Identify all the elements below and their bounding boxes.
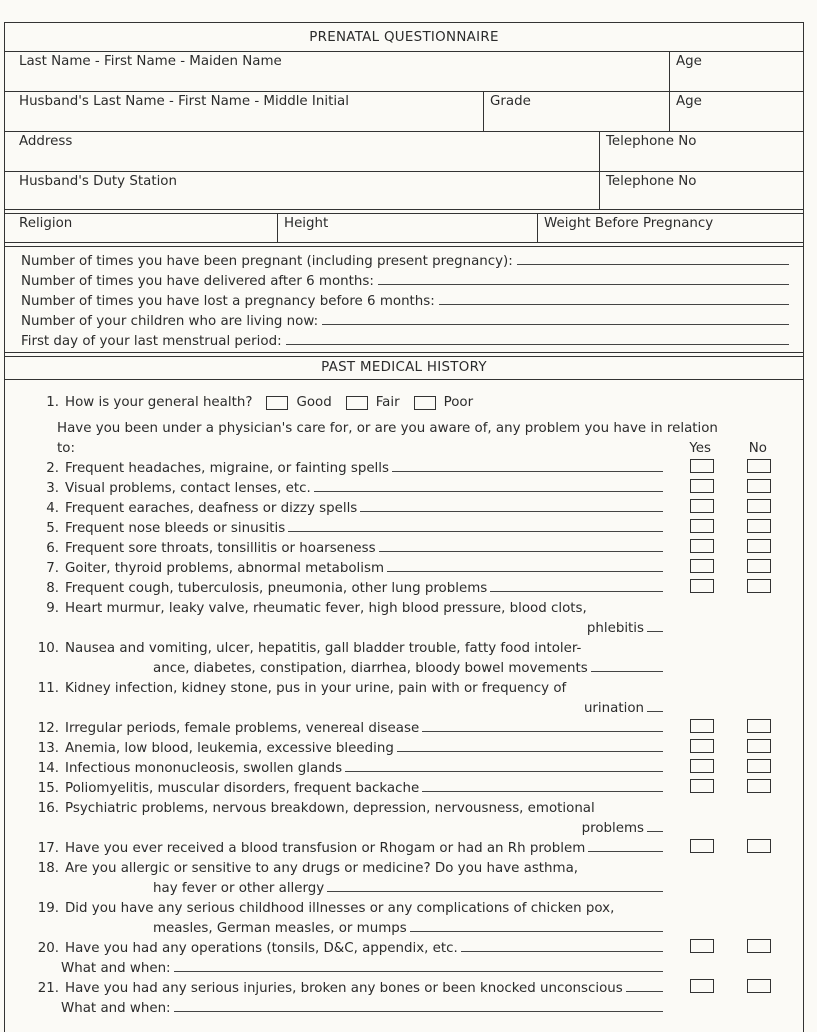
question-row [5,636,803,656]
pregnancy-line[interactable] [21,269,789,289]
question-row [5,456,803,476]
yes-checkbox[interactable] [690,539,714,553]
question-row [5,776,803,796]
question-list [5,456,803,1016]
answer-line[interactable] [314,491,663,492]
question-text: Anemia, low blood, leukemia, excessive bleeding [65,741,394,756]
height-label: Height [284,216,329,231]
question-text: measles, German measles, or mumps [153,921,407,936]
question-text: Frequent earaches, deafness or dizzy spells [65,501,358,516]
option-label: Good [296,395,332,410]
no-checkbox[interactable] [747,499,771,513]
question-number: 11. [37,681,59,696]
health-option-fair[interactable] [346,395,400,410]
yes-checkbox[interactable] [690,519,714,533]
question-row [5,736,803,756]
checkbox[interactable] [266,396,288,410]
answer-line[interactable] [422,791,663,792]
yes-checkbox[interactable] [690,479,714,493]
question-text: Infectious mononucleosis, swollen glands [65,761,343,776]
intro-text [5,416,803,436]
question-number: 2. [46,461,59,476]
answer-line[interactable] [379,551,663,552]
no-checkbox[interactable] [747,979,771,993]
duty-station-field[interactable] [13,172,599,209]
yes-header: Yes [689,441,711,456]
question-row [5,756,803,776]
question-row [5,576,803,596]
pregnancy-label: Number of your children who are living now: [21,314,319,329]
duty-station-label: Husband's Duty Station [19,174,177,189]
answer-line[interactable] [397,751,663,752]
answer-line[interactable] [422,731,663,732]
question-number: 3. [46,481,59,496]
no-checkbox[interactable] [747,759,771,773]
question-text: urination [583,701,644,716]
question-row [5,556,803,576]
question-text: Nausea and vomiting, ulcer, hepatitis, gall bladder trouble, fatty food intoler- [65,641,582,656]
question-row [5,476,803,496]
answer-line[interactable] [591,671,663,672]
grade-label: Grade [490,94,531,109]
no-checkbox[interactable] [747,939,771,953]
pregnancy-label: Number of times you have delivered after 6 months: [21,274,374,289]
question-number: 12. [37,721,59,736]
address-field[interactable] [13,132,599,171]
question-text: problems [581,821,644,836]
husband-age-label: Age [676,94,702,109]
answer-line[interactable] [288,531,663,532]
question-row [5,796,803,816]
answer-line[interactable] [392,471,663,472]
question-row [5,836,803,856]
intro-text-2 [5,436,803,456]
question-number: 8. [46,581,59,596]
question-row [5,976,803,996]
yes-checkbox[interactable] [690,459,714,473]
question-row [5,716,803,736]
question-number: 6. [46,541,59,556]
yes-checkbox[interactable] [690,779,714,793]
question-row [5,536,803,556]
yes-checkbox[interactable] [690,719,714,733]
pregnancy-line[interactable] [21,289,789,309]
answer-line[interactable] [647,831,663,832]
answer-line[interactable] [345,771,663,772]
question-text: Have you had any serious injuries, broken any bones or been knocked unconscious [65,981,623,996]
answer-line[interactable] [490,591,663,592]
yes-checkbox[interactable] [690,559,714,573]
yes-checkbox[interactable] [690,979,714,993]
question-text: Visual problems, contact lenses, etc. [65,481,311,496]
address-row [5,132,803,172]
past-medical-history-title: PAST MEDICAL HISTORY [5,356,803,380]
question-number: 9. [46,601,59,616]
question-row [5,676,803,696]
option-label: Fair [375,395,400,410]
telephone2-label: Telephone No [606,174,697,189]
pregnancy-line[interactable] [21,249,789,269]
yes-checkbox[interactable] [690,739,714,753]
question-row [5,936,803,956]
last-name-field[interactable] [13,52,667,91]
question-text: phlebitis [586,621,644,636]
no-checkbox[interactable] [747,719,771,733]
question-number: 21. [37,981,59,996]
question-text: Goiter, thyroid problems, abnormal metabolism [65,561,385,576]
pregnancy-line[interactable] [21,309,789,329]
no-checkbox[interactable] [747,519,771,533]
question-number: 7. [46,561,59,576]
question-text: What and when: [61,961,171,976]
question-text: Irregular periods, female problems, venereal disease [65,721,420,736]
husband-name-field[interactable] [13,92,483,131]
answer-line[interactable] [647,711,663,712]
yes-checkbox[interactable] [690,839,714,853]
question-number: 16. [37,801,59,816]
question-continuation [5,876,803,896]
religion-label: Religion [19,216,73,231]
yes-checkbox[interactable] [690,759,714,773]
question-number: 1. [46,395,59,410]
answer-line[interactable] [647,631,663,632]
question-text: Have you ever received a blood transfusion or Rhogam or had an Rh problem [65,841,586,856]
question-text: Have you had any operations (tonsils, D&C, appendix, etc. [65,941,458,956]
yes-checkbox[interactable] [690,939,714,953]
question-continuation [5,656,803,676]
height-field[interactable] [277,214,537,242]
no-checkbox[interactable] [747,459,771,473]
no-checkbox[interactable] [747,739,771,753]
question-continuation [5,816,803,836]
question-text: Psychiatric problems, nervous breakdown, depression, nervousness, emotional [65,801,595,816]
question-number: 20. [37,941,59,956]
no-checkbox[interactable] [747,559,771,573]
question-text: hay fever or other allergy [153,881,325,896]
question-continuation [5,616,803,636]
question-row [5,856,803,876]
no-header: No [748,441,767,456]
weight-label: Weight Before Pregnancy [544,216,714,231]
intro-line: Have you been under a physician's care for, or are you aware of, any problem you have in relation [57,421,718,436]
question-text: Frequent sore throats, tonsillitis or hoarseness [65,541,376,556]
telephone-label: Telephone No [606,134,697,149]
question-number: 15. [37,781,59,796]
question-text: What and when: [61,1001,171,1016]
checkbox[interactable] [346,396,368,410]
no-checkbox[interactable] [747,779,771,793]
question-number: 18. [37,861,59,876]
answer-line[interactable] [174,971,663,972]
prenatal-questionnaire-form [4,22,804,1032]
husband-name-label: Husband's Last Name - First Name - Middle Initial [19,94,349,109]
answer-line[interactable] [174,1011,663,1012]
duty-station-row [5,172,803,210]
question-text: Frequent headaches, migraine, or fainting spells [65,461,389,476]
checkbox[interactable] [414,396,436,410]
question-row [5,496,803,516]
address-label: Address [19,134,73,149]
yes-checkbox[interactable] [690,579,714,593]
form-title: PRENATAL QUESTIONNAIRE [5,23,803,52]
pregnancy-label: Number of times you have been pregnant (including present pregnancy): [21,254,513,269]
option-label: Poor [443,395,474,410]
religion-field[interactable] [13,214,277,242]
pregnancy-line[interactable] [21,329,789,349]
name-row [5,52,803,92]
question-row [5,516,803,536]
no-checkbox[interactable] [747,539,771,553]
question-number: 14. [37,761,59,776]
pregnancy-section [5,246,803,353]
answer-line[interactable] [588,851,663,852]
question-text: Frequent cough, tuberculosis, pneumonia, other lung problems [65,581,488,596]
question-continuation [5,996,803,1016]
religion-row [5,213,803,243]
question-number: 19. [37,901,59,916]
question-number: 17. [37,841,59,856]
husband-row [5,92,803,132]
last-name-label: Last Name - First Name - Maiden Name [19,54,282,69]
question-text: Heart murmur, leaky valve, rheumatic fever, high blood pressure, blood clots, [65,601,587,616]
intro-line: to: [57,441,75,456]
question-text: ance, diabetes, constipation, diarrhea, bloody bowel movements [153,661,588,676]
answer-line[interactable] [360,511,663,512]
answer-line[interactable] [461,951,663,952]
age-label: Age [676,54,702,69]
question-number: 4. [46,501,59,516]
question-continuation [5,696,803,716]
no-checkbox[interactable] [747,579,771,593]
telephone-field[interactable] [599,132,803,171]
pregnancy-label: Number of times you have lost a pregnancy before 6 months: [21,294,435,309]
question-text: Are you allergic or sensitive to any drugs or medicine? Do you have asthma, [65,861,579,876]
grade-field[interactable] [483,92,669,131]
husband-age-field[interactable] [669,92,803,131]
pregnancy-label: First day of your last menstrual period: [21,334,282,349]
telephone2-field[interactable] [599,172,803,209]
yes-checkbox[interactable] [690,499,714,513]
question-text: Frequent nose bleeds or sinusitis [65,521,286,536]
health-option-good[interactable] [266,395,331,410]
question-row [5,596,803,616]
question-number: 10. [37,641,59,656]
no-checkbox[interactable] [747,839,771,853]
age-field[interactable] [669,52,803,91]
question-text: Did you have any serious childhood illnesses or any complications of chicken pox, [65,901,615,916]
question-text: How is your general health? [65,395,253,410]
question-number: 13. [37,741,59,756]
question-text: Poliomyelitis, muscular disorders, frequent backache [65,781,420,796]
question-row [5,896,803,916]
question-text: Kidney infection, kidney stone, pus in your urine, pain with or frequency of [65,681,567,696]
question-number: 5. [46,521,59,536]
answer-line[interactable] [327,891,663,892]
question-1 [5,386,803,410]
health-option-poor[interactable] [414,395,474,410]
answer-line[interactable] [410,931,663,932]
question-continuation [5,956,803,976]
weight-field[interactable] [537,214,803,242]
answer-line[interactable] [626,991,663,992]
answer-line[interactable] [387,571,663,572]
no-checkbox[interactable] [747,479,771,493]
question-continuation [5,916,803,936]
